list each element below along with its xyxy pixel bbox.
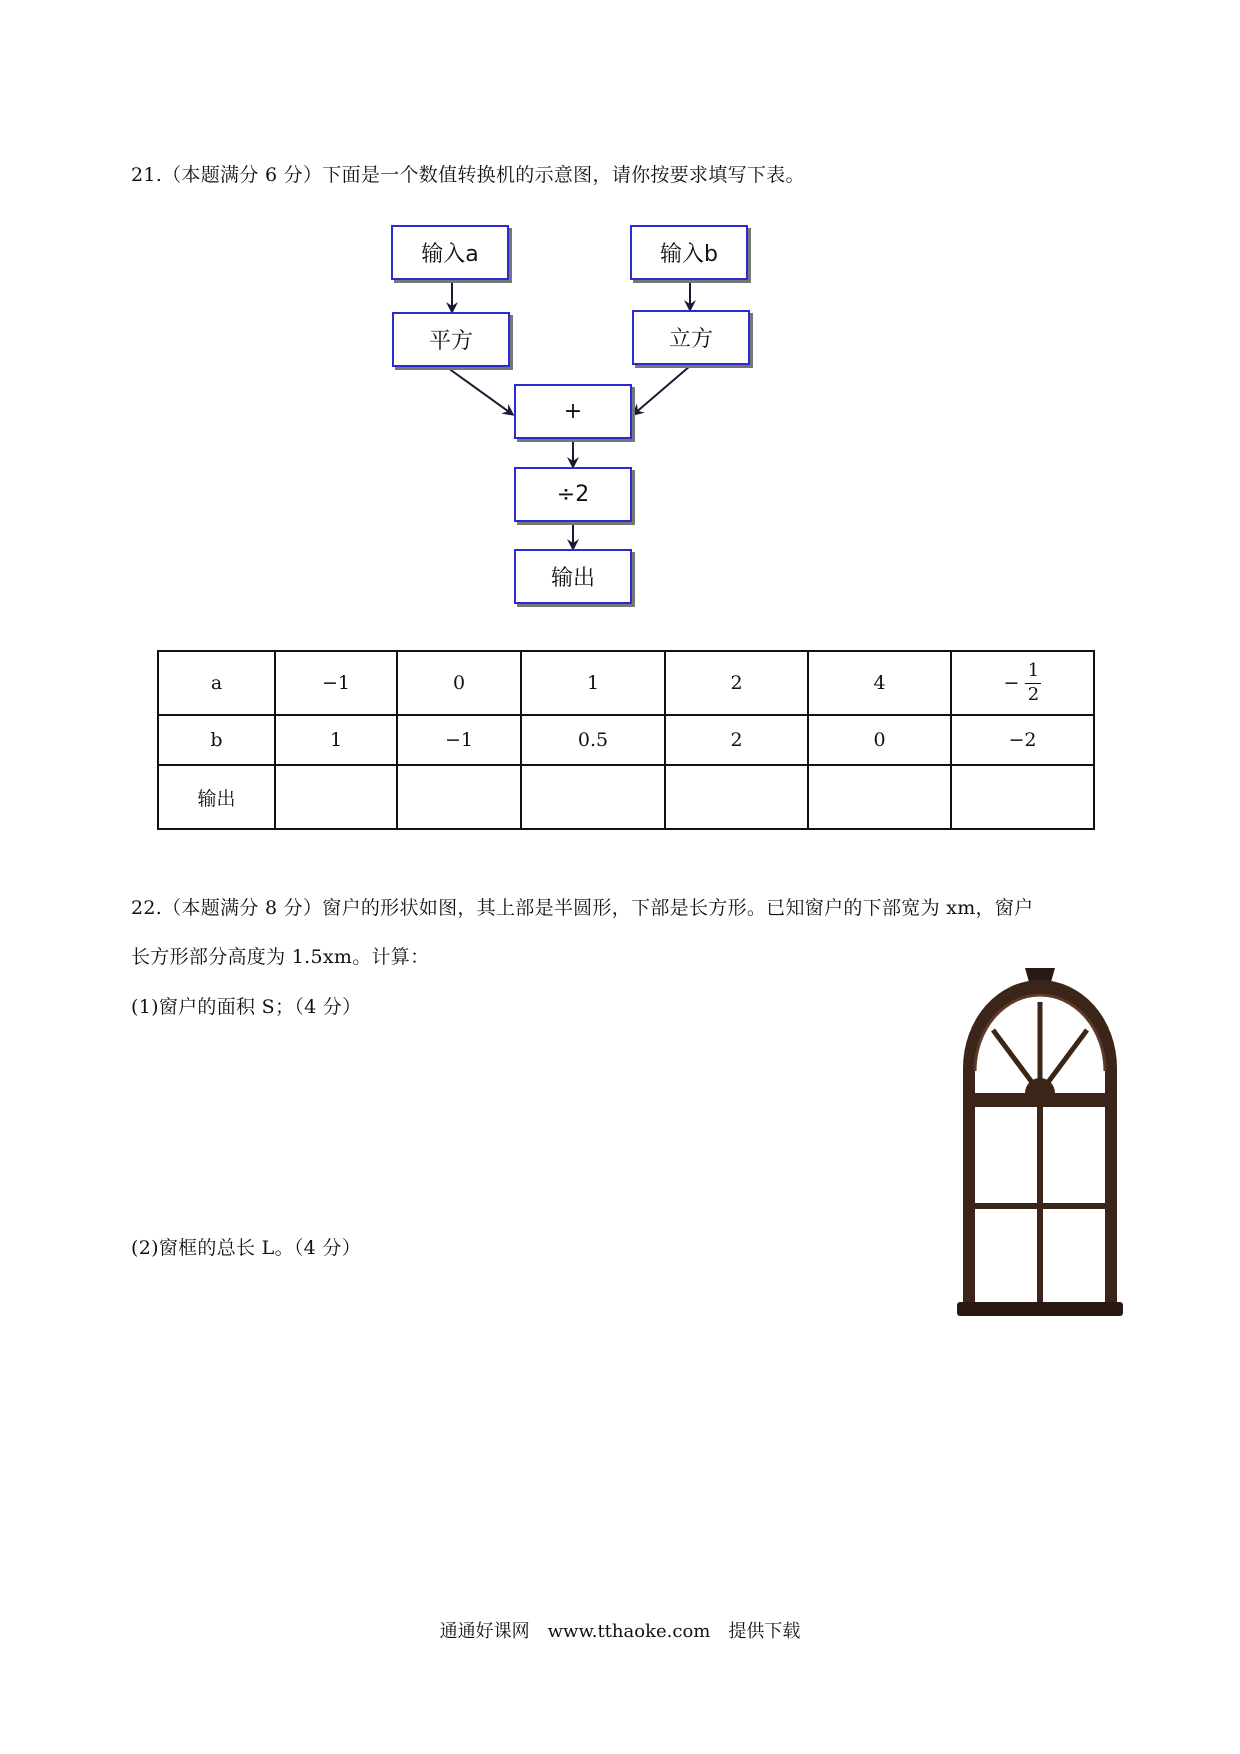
- table-cell: 4: [808, 651, 951, 715]
- flow-box-square: 平方: [392, 312, 510, 367]
- arched-window-image: [955, 968, 1125, 1318]
- row-label-output: 输出: [158, 765, 275, 829]
- table-cell: −2: [951, 715, 1094, 765]
- answer-cell[interactable]: [275, 765, 397, 829]
- arrow-square-to-plus: [448, 368, 512, 414]
- question-22-part1: (1)窗户的面积 S；（4 分）: [131, 996, 362, 1018]
- question-21-title: 21.（本题满分 6 分）下面是一个数值转换机的示意图，请你按要求填写下表。: [131, 164, 805, 186]
- answer-cell[interactable]: [665, 765, 808, 829]
- answer-cell[interactable]: [808, 765, 951, 829]
- table-row-output: [158, 765, 1094, 829]
- table-cell-fraction: [951, 651, 1094, 715]
- table-cell: 2: [665, 715, 808, 765]
- row-label-b: b: [158, 715, 275, 765]
- flow-box-input-b: 输入b: [630, 225, 748, 280]
- table-row-b: [158, 715, 1094, 765]
- question-22-line2: 长方形部分高度为 1.5xm。计算：: [131, 946, 430, 968]
- table-row-a: [158, 651, 1094, 715]
- answer-cell[interactable]: [397, 765, 521, 829]
- answer-cell[interactable]: [951, 765, 1094, 829]
- flow-box-divide-by-2: ÷2: [514, 467, 632, 522]
- table-cell: −1: [397, 715, 521, 765]
- fraction-denominator: 2: [1027, 683, 1040, 705]
- conversion-table: [157, 650, 1095, 830]
- fraction-sign: −: [1003, 672, 1020, 694]
- question-22-part2: (2)窗框的总长 L。（4 分）: [131, 1237, 361, 1259]
- answer-cell[interactable]: [521, 765, 665, 829]
- flow-box-input-a: 输入a: [391, 225, 509, 280]
- row-label-a: a: [158, 651, 275, 715]
- flow-box-cube: 立方: [632, 310, 750, 365]
- table-cell: 1: [275, 715, 397, 765]
- table-cell: 0: [397, 651, 521, 715]
- table-cell: 2: [665, 651, 808, 715]
- table-cell: 1: [521, 651, 665, 715]
- table-cell: 0.5: [521, 715, 665, 765]
- table-cell: −1: [275, 651, 397, 715]
- flow-box-output: 输出: [514, 549, 632, 604]
- table-cell: 0: [808, 715, 951, 765]
- arrow-cube-to-plus: [634, 366, 690, 414]
- question-22-title: 22.（本题满分 8 分）窗户的形状如图，其上部是半圆形，下部是长方形。已知窗户的下部宽为 xm，窗户: [131, 897, 1034, 919]
- flow-box-plus: +: [514, 384, 632, 439]
- page-footer: 通通好课网 www.tthaoke.com 提供下载: [439, 1621, 801, 1642]
- fraction-negative-half: [1003, 659, 1042, 705]
- fraction-numerator: 1: [1027, 659, 1040, 681]
